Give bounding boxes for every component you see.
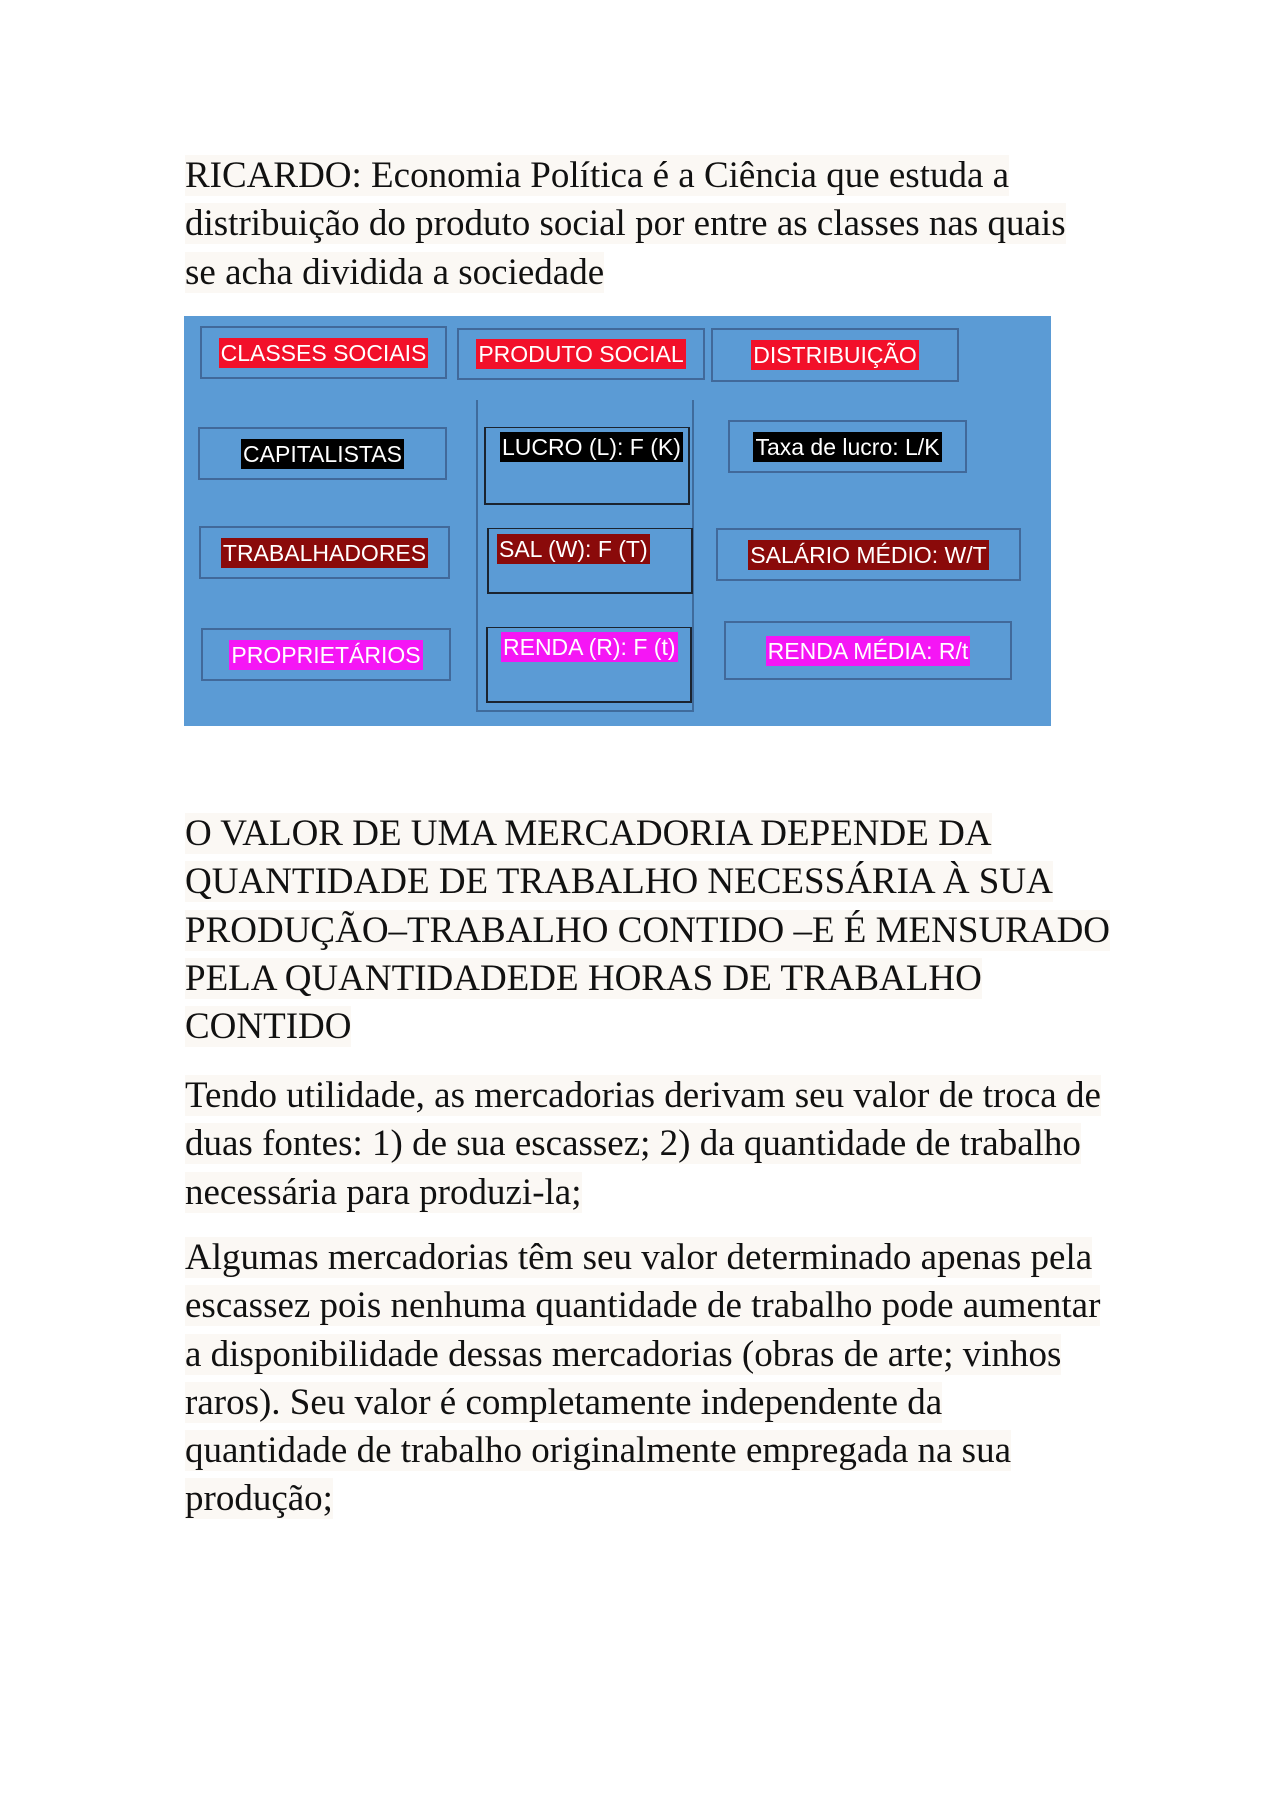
- header-classes-sociais: [200, 326, 447, 379]
- dist-taxa-lucro: [728, 420, 967, 473]
- header-distribuicao: [711, 328, 959, 382]
- intro-text: RICARDO: Economia Política é a Ciência que estuda a distribuição do produto social por entre as classes nas quais se acha dividida a sociedade: [185, 155, 1066, 293]
- header-produto-social: [457, 328, 705, 380]
- class-capitalistas: [198, 427, 447, 480]
- dist-renda-media-label: RENDA MÉDIA: R/t: [767, 637, 969, 664]
- escassez-text: Algumas mercadorias têm seu valor determinado apenas pela escassez pois nenhuma quantidade de trabalho pode aumentar a disponibilidade dessas mercadorias (obras de arte; vinhos raros). Seu valor é completamente independente da quantidade de trabalho originalmente empregada na sua produção;: [185, 1237, 1101, 1520]
- class-proprietarios: [201, 628, 451, 681]
- class-proprietarios-label: PROPRIETÁRIOS: [231, 641, 421, 668]
- produto-renda-label: RENDA (R): F (t): [503, 634, 676, 660]
- class-trabalhadores-label: TRABALHADORES: [222, 539, 427, 566]
- paragraph-intro: [185, 152, 1085, 297]
- valor-text: O VALOR DE UMA MERCADORIA DEPENDE DA QUANTIDADE DE TRABALHO NECESSÁRIA À SUA PRODUÇÃO–TRABALHO CONTIDO –E É MENSURADO PELA QUANTIDADEDE HORAS DE TRABALHO CONTIDO: [185, 813, 1111, 1048]
- dist-salario-medio-label: SALÁRIO MÉDIO: W/T: [750, 541, 987, 568]
- dist-salario-medio: [716, 528, 1021, 581]
- produto-salario-label: SAL (W): F (T): [499, 536, 648, 562]
- paragraph-utilidade: [185, 1072, 1105, 1217]
- header-classes-sociais-label: CLASSES SOCIAIS: [220, 339, 427, 366]
- utilidade-text: Tendo utilidade, as mercadorias derivam seu valor de troca de duas fontes: 1) de sua escassez; 2) da quantidade de trabalho necessária para produzi-la;: [185, 1075, 1101, 1213]
- header-distribuicao-label: DISTRIBUIÇÃO: [753, 342, 917, 368]
- paragraph-valor: [185, 810, 1125, 1051]
- header-produto-social-label: PRODUTO SOCIAL: [478, 341, 684, 367]
- paragraph-escassez: [185, 1234, 1105, 1524]
- produto-lucro-label: LUCRO (L): F (K): [502, 434, 681, 460]
- class-trabalhadores: [199, 526, 450, 579]
- dist-renda-media: [724, 621, 1012, 680]
- dist-taxa-lucro-label: Taxa de lucro: L/K: [755, 433, 940, 460]
- class-capitalistas-label: CAPITALISTAS: [243, 440, 402, 467]
- ricardo-distribution-diagram: [184, 316, 1051, 726]
